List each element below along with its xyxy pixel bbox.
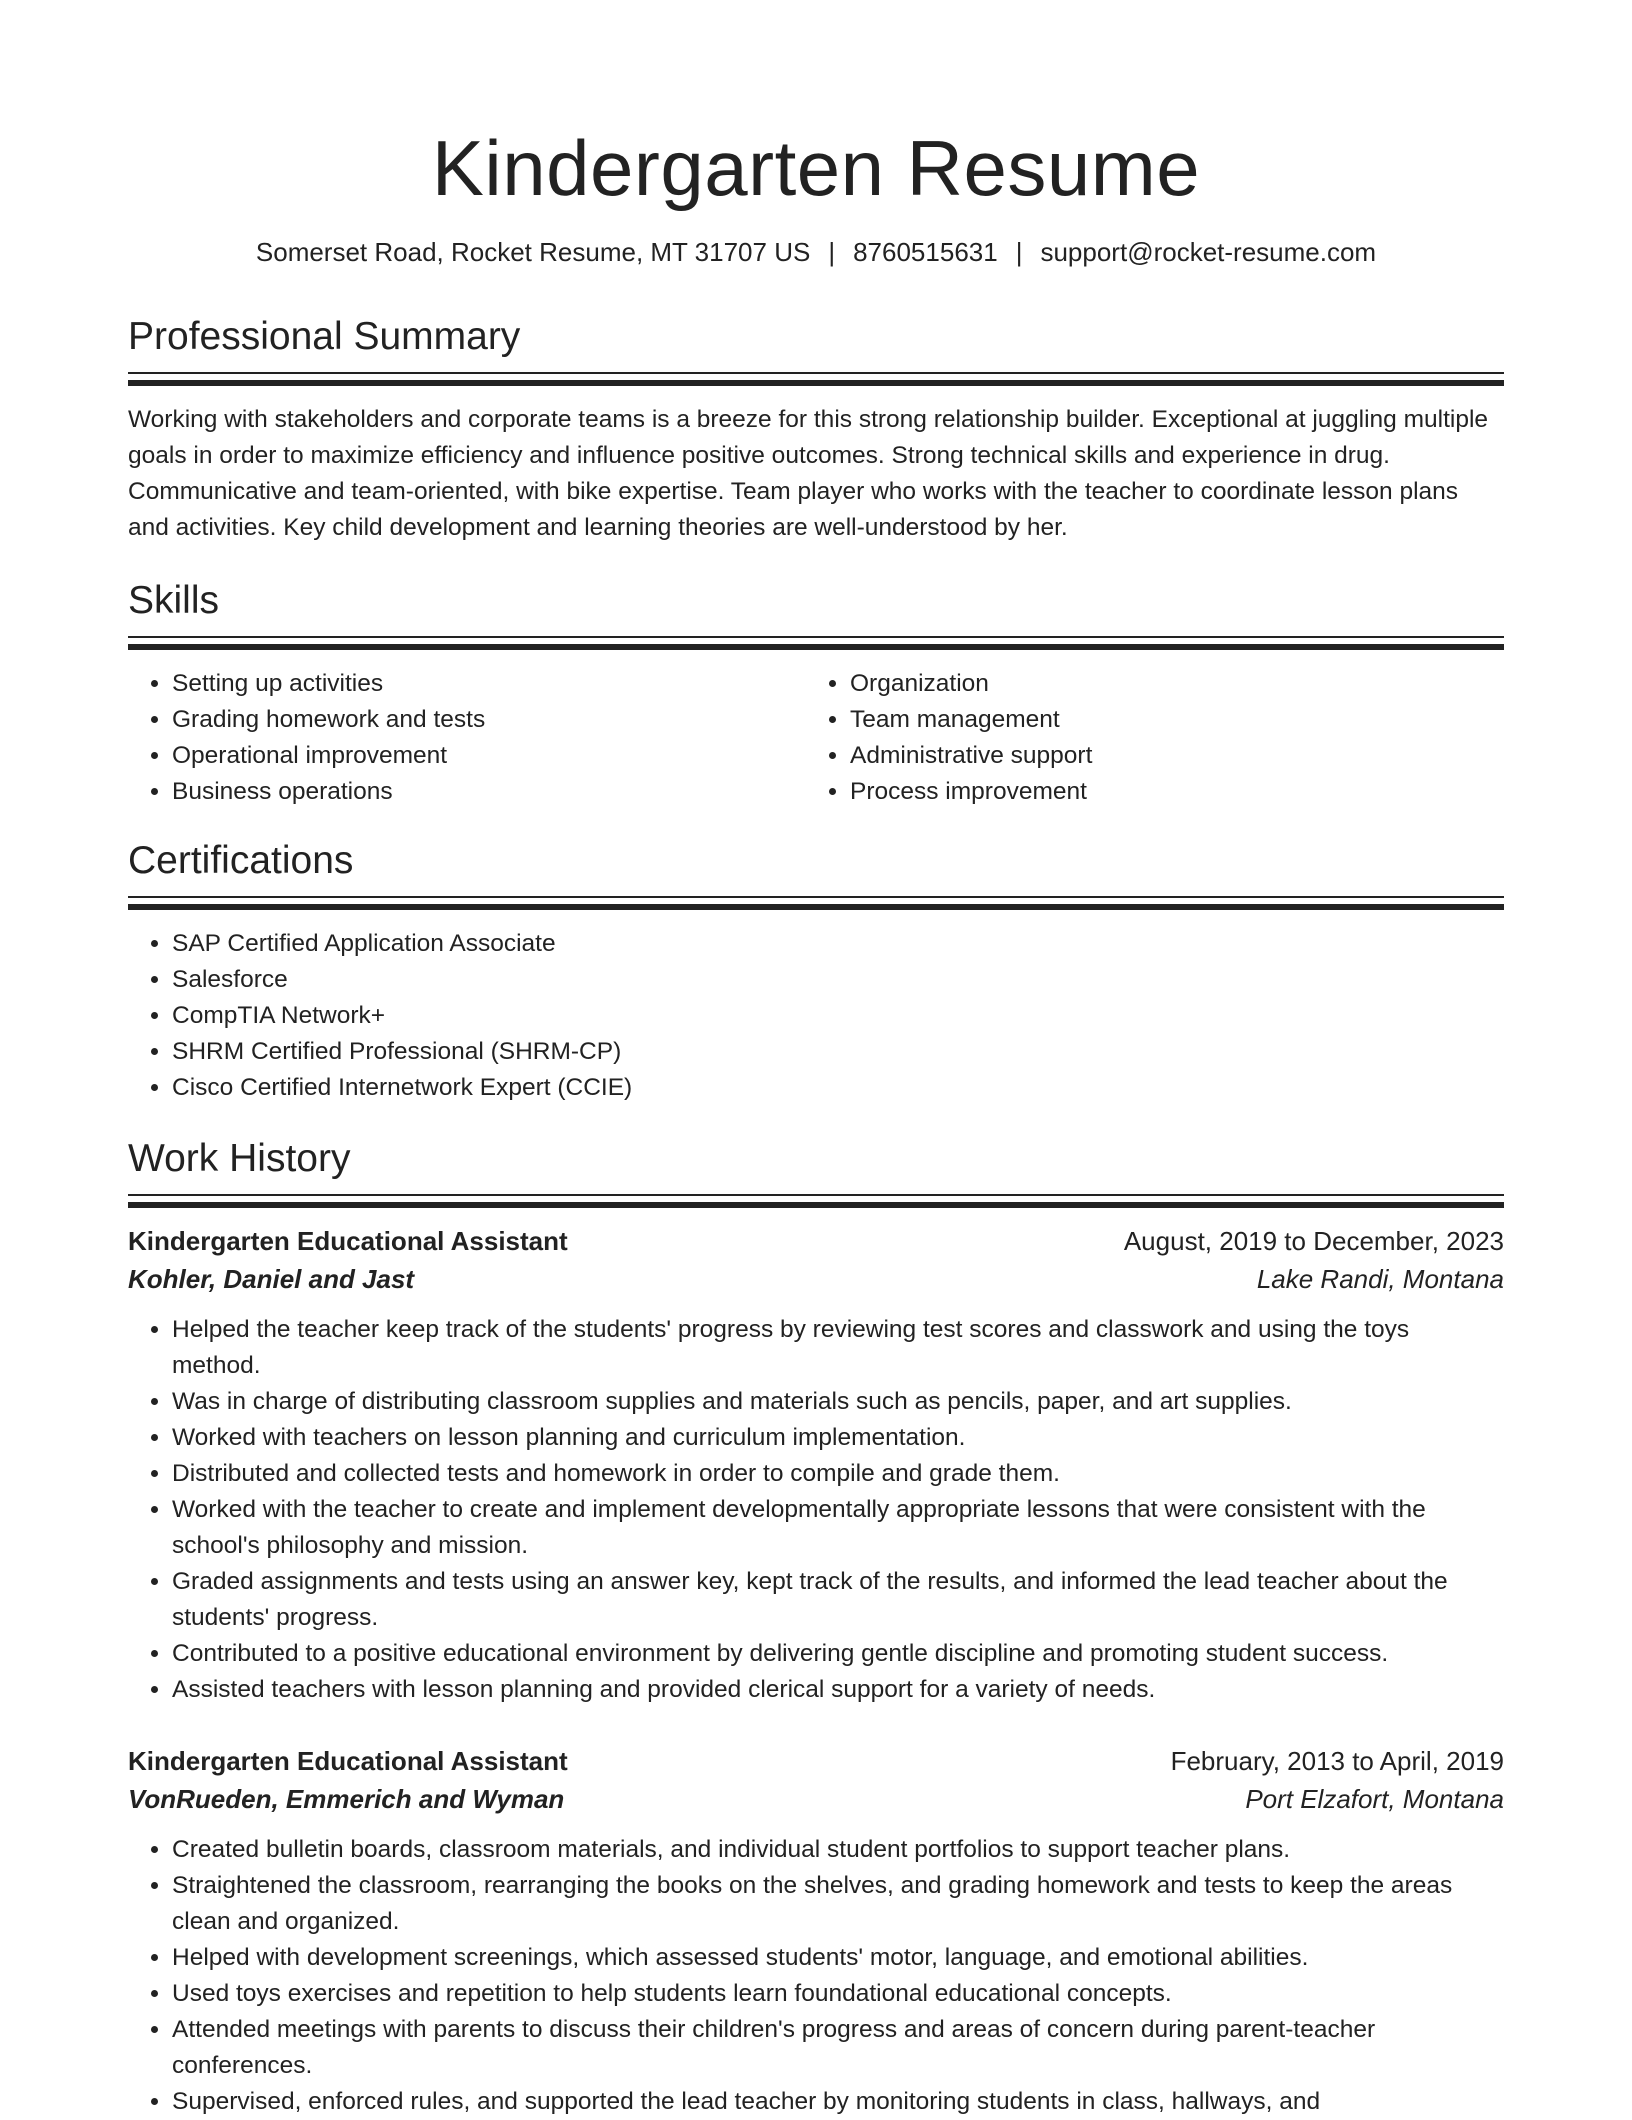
job-employer: VonRueden, Emmerich and Wyman bbox=[128, 1784, 565, 1814]
contact-address: Somerset Road, Rocket Resume, MT 31707 US bbox=[255, 237, 811, 267]
section-divider-thick bbox=[128, 380, 1504, 386]
job-bullet: • Graded assignments and tests using an answer key, kept track of the results, and informed the lead teacher about the students' progress. bbox=[172, 1564, 1504, 1636]
section-divider bbox=[128, 1194, 1504, 1196]
contact-line bbox=[128, 234, 1504, 270]
skill-item: • Process improvement bbox=[850, 774, 1484, 810]
certification-item: • SHRM Certified Professional (SHRM-CP) bbox=[172, 1034, 1504, 1070]
job-bullets bbox=[128, 1312, 1504, 1708]
job-header bbox=[128, 1222, 1504, 1260]
job-location: Port Elzafort, Montana bbox=[1245, 1784, 1504, 1814]
certification-item: • Salesforce bbox=[172, 962, 1504, 998]
job-bullet: • Contributed to a positive educational environment by delivering gentle discipline and promoting student success. bbox=[172, 1636, 1504, 1672]
contact-separator: | bbox=[1015, 237, 1023, 267]
skills-section bbox=[128, 576, 1504, 810]
certification-item: • CompTIA Network+ bbox=[172, 998, 1504, 1034]
skill-item: • Team management bbox=[850, 702, 1484, 738]
certifications-section bbox=[128, 836, 1504, 1106]
skill-item: • Business operations bbox=[172, 774, 806, 810]
section-divider-thick bbox=[128, 1202, 1504, 1208]
resume-page bbox=[128, 0, 1504, 2120]
skills-column-left bbox=[128, 666, 806, 810]
skill-item: • Operational improvement bbox=[172, 738, 806, 774]
summary-section bbox=[128, 312, 1504, 546]
section-title-work-history: Work History bbox=[128, 1137, 351, 1180]
certifications-list bbox=[128, 926, 1504, 1106]
skill-item: • Administrative support bbox=[850, 738, 1484, 774]
skill-item: • Setting up activities bbox=[172, 666, 806, 702]
job-bullet: • Assisted teachers with lesson planning and provided clerical support for a variety of needs. bbox=[172, 1672, 1504, 1708]
contact-phone: 8760515631 bbox=[853, 237, 998, 267]
job-bullet: • Used toys exercises and repetition to help students learn foundational educational concepts. bbox=[172, 1976, 1504, 2012]
section-divider bbox=[128, 372, 1504, 374]
job-bullet: • Helped with development screenings, which assessed students' motor, language, and emotional abilities. bbox=[172, 1940, 1504, 1976]
job-bullet: • Straightened the classroom, rearranging the books on the shelves, and grading homework and tests to keep the areas clean and organized. bbox=[172, 1868, 1504, 1940]
job-bullet: • Distributed and collected tests and homework in order to compile and grade them. bbox=[172, 1456, 1504, 1492]
skills-list-left bbox=[128, 666, 806, 810]
job-bullet: • Worked with the teacher to create and implement developmentally appropriate lessons that were consistent with the school's philosophy and mission. bbox=[172, 1492, 1504, 1564]
job-title: Kindergarten Educational Assistant bbox=[128, 1226, 568, 1256]
job-bullet: • Created bulletin boards, classroom materials, and individual student portfolios to support teacher plans. bbox=[172, 1832, 1504, 1868]
summary-text: Working with stakeholders and corporate teams is a breeze for this strong relationship builder. Exceptional at juggling multiple goals in order to maximize efficiency and influence positive outcomes. Strong technical skills and experience in drug. Communicative and team-oriented, with bike expertise. Team player who works with the teacher to coordinate lesson plans and activities. Key child development and learning theories are well-understood by her. bbox=[128, 406, 1489, 541]
job-bullet: • Helped the teacher keep track of the students' progress by reviewing test scores and classwork and using the toys method. bbox=[172, 1312, 1504, 1384]
job-dates: August, 2019 to December, 2023 bbox=[1123, 1226, 1504, 1256]
contact-separator: | bbox=[828, 237, 836, 267]
work-history-section bbox=[128, 1134, 1504, 2120]
skills-list-right bbox=[806, 666, 1484, 810]
job-entry bbox=[128, 1222, 1504, 1708]
job-header bbox=[128, 1742, 1504, 1780]
skill-item: • Grading homework and tests bbox=[172, 702, 806, 738]
skill-item: • Organization bbox=[850, 666, 1484, 702]
certification-item: • SAP Certified Application Associate bbox=[172, 926, 1504, 962]
section-divider bbox=[128, 896, 1504, 898]
skills-columns bbox=[128, 666, 1504, 810]
job-entry bbox=[128, 1742, 1504, 2120]
job-title: Kindergarten Educational Assistant bbox=[128, 1746, 568, 1776]
job-bullet: • Attended meetings with parents to discuss their children's progress and areas of concern during parent-teacher conferences. bbox=[172, 2012, 1504, 2084]
contact-email: support@rocket-resume.com bbox=[1040, 237, 1377, 267]
resume-name: Kindergarten Resume bbox=[431, 124, 1201, 212]
job-bullet: • Supervised, enforced rules, and supported the lead teacher by monitoring students in class, hallways, and bbox=[172, 2084, 1504, 2120]
job-employer: Kohler, Daniel and Jast bbox=[128, 1264, 415, 1294]
section-divider-thick bbox=[128, 904, 1504, 910]
job-subheader bbox=[128, 1780, 1504, 1818]
certification-item: • Cisco Certified Internetwork Expert (CCIE) bbox=[172, 1070, 1504, 1106]
job-subheader bbox=[128, 1260, 1504, 1298]
section-title-skills: Skills bbox=[128, 579, 220, 622]
section-divider-thick bbox=[128, 644, 1504, 650]
skills-column-right bbox=[806, 666, 1484, 810]
job-bullets bbox=[128, 1832, 1504, 2120]
section-title-summary: Professional Summary bbox=[128, 315, 521, 358]
job-location: Lake Randi, Montana bbox=[1256, 1264, 1504, 1294]
section-title-certifications: Certifications bbox=[128, 839, 354, 882]
job-bullet: • Worked with teachers on lesson planning and curriculum implementation. bbox=[172, 1420, 1504, 1456]
job-bullet: • Was in charge of distributing classroom supplies and materials such as pencils, paper, and art supplies. bbox=[172, 1384, 1504, 1420]
section-divider bbox=[128, 636, 1504, 638]
job-dates: February, 2013 to April, 2019 bbox=[1170, 1746, 1504, 1776]
